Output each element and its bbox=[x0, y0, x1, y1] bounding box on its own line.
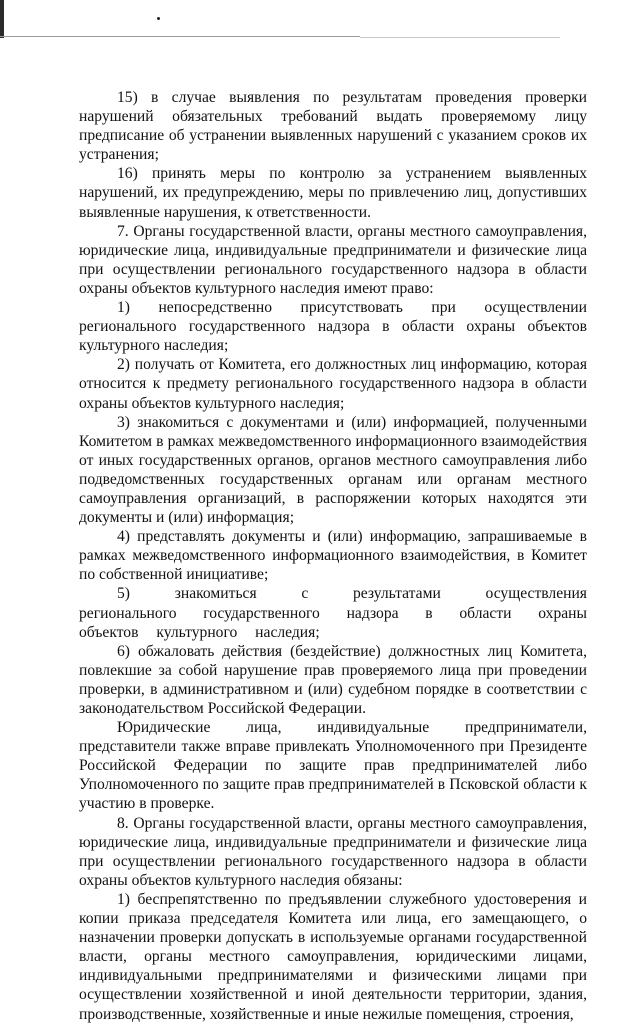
paragraph-item-15: 15) в случае выявления по результатам проведения проверки нарушений обязательных требований выдать проверяемому лицу предписание об устранении выявленных нарушений с указанием сроков их устранения; bbox=[79, 89, 587, 164]
paragraph-right-5: 5) знакомиться с результатами осуществления регионального государственного надзора в области охраны объектов культурного наследия; bbox=[79, 585, 587, 641]
paragraph-ombudsman: Юридические лица, индивидуальные предприниматели, представители также вправе привлекать Уполномоченного при Президенте Российской Федерации по защите прав предпринимателей либо Уполномоченного по защите прав предпринимателей в Псковской области к участию в проверке. bbox=[79, 719, 587, 813]
scan-edge bbox=[0, 0, 4, 38]
paragraph-right-6: 6) обжаловать действия (бездействие) должностных лиц Комитета, повлекшие за собой нарушение прав проверяемого лица при проведении проверки, в административном и (или) судебном порядке в соответствии с законодательством Российской Федерации. bbox=[79, 642, 587, 717]
paragraph-right-3: 3) знакомиться с документами и (или) информацией, полученными Комитетом в рамках межведомственного информационного взаимодействия от иных государственных органов, органов местного самоуправления либо подведомственных государственных органам или органам местного самоуправления организаций, в распоряжении которых находятся эти документы и (или) информация; bbox=[79, 413, 587, 527]
scan-speck bbox=[157, 17, 160, 20]
document-page bbox=[79, 88, 587, 1024]
paragraph-right-2: 2) получать от Комитета, его должностных лиц информацию, которая относится к предмету регионального государственного надзора в области охраны объектов культурного наследия; bbox=[79, 356, 587, 412]
paragraph-section-8: 8. Органы государственной власти, органы местного самоуправления, юридические лица, индивидуальные предприниматели и физические лица при осуществлении регионального государственного надзора в области охраны объектов культурного наследия обязаны: bbox=[79, 814, 587, 889]
paragraph-right-1: 1) непосредственно присутствовать при осуществлении регионального государственного надзора в области охраны объектов культурного наследия; bbox=[79, 299, 587, 355]
paragraph-right-4: 4) представлять документы и (или) информацию, запрашиваемые в рамках межведомственного информационного взаимодействия, в Комитет по собственной инициативе; bbox=[79, 528, 587, 584]
paragraph-item-16: 16) принять меры по контролю за устранением выявленных нарушений, их предупреждению, меры по привлечению лиц, допустивших выявленные нарушения, к ответственности. bbox=[79, 165, 587, 221]
scan-line-faint bbox=[360, 37, 560, 38]
paragraph-section-7: 7. Органы государственной власти, органы местного самоуправления, юридические лица, индивидуальные предприниматели и физические лица при осуществлении регионального государственного надзора в области охраны объектов культурного наследия имеют право: bbox=[79, 222, 587, 297]
paragraph-duty-1: 1) беспрепятственно по предъявлении служебного удостоверения и копии приказа председателя Комитета или лица, его замещающего, о назначении проверки допускать в используемые органами государственной власти, органы местного самоуправления, юридическими лицами, индивидуальными предпринимателями и физическими лицами при осуществлении хозяйственной и иной деятельности территории, здания, производственные, хозяйственные и иные нежилые помещения, строения, bbox=[79, 890, 587, 1023]
scan-line bbox=[0, 36, 360, 37]
